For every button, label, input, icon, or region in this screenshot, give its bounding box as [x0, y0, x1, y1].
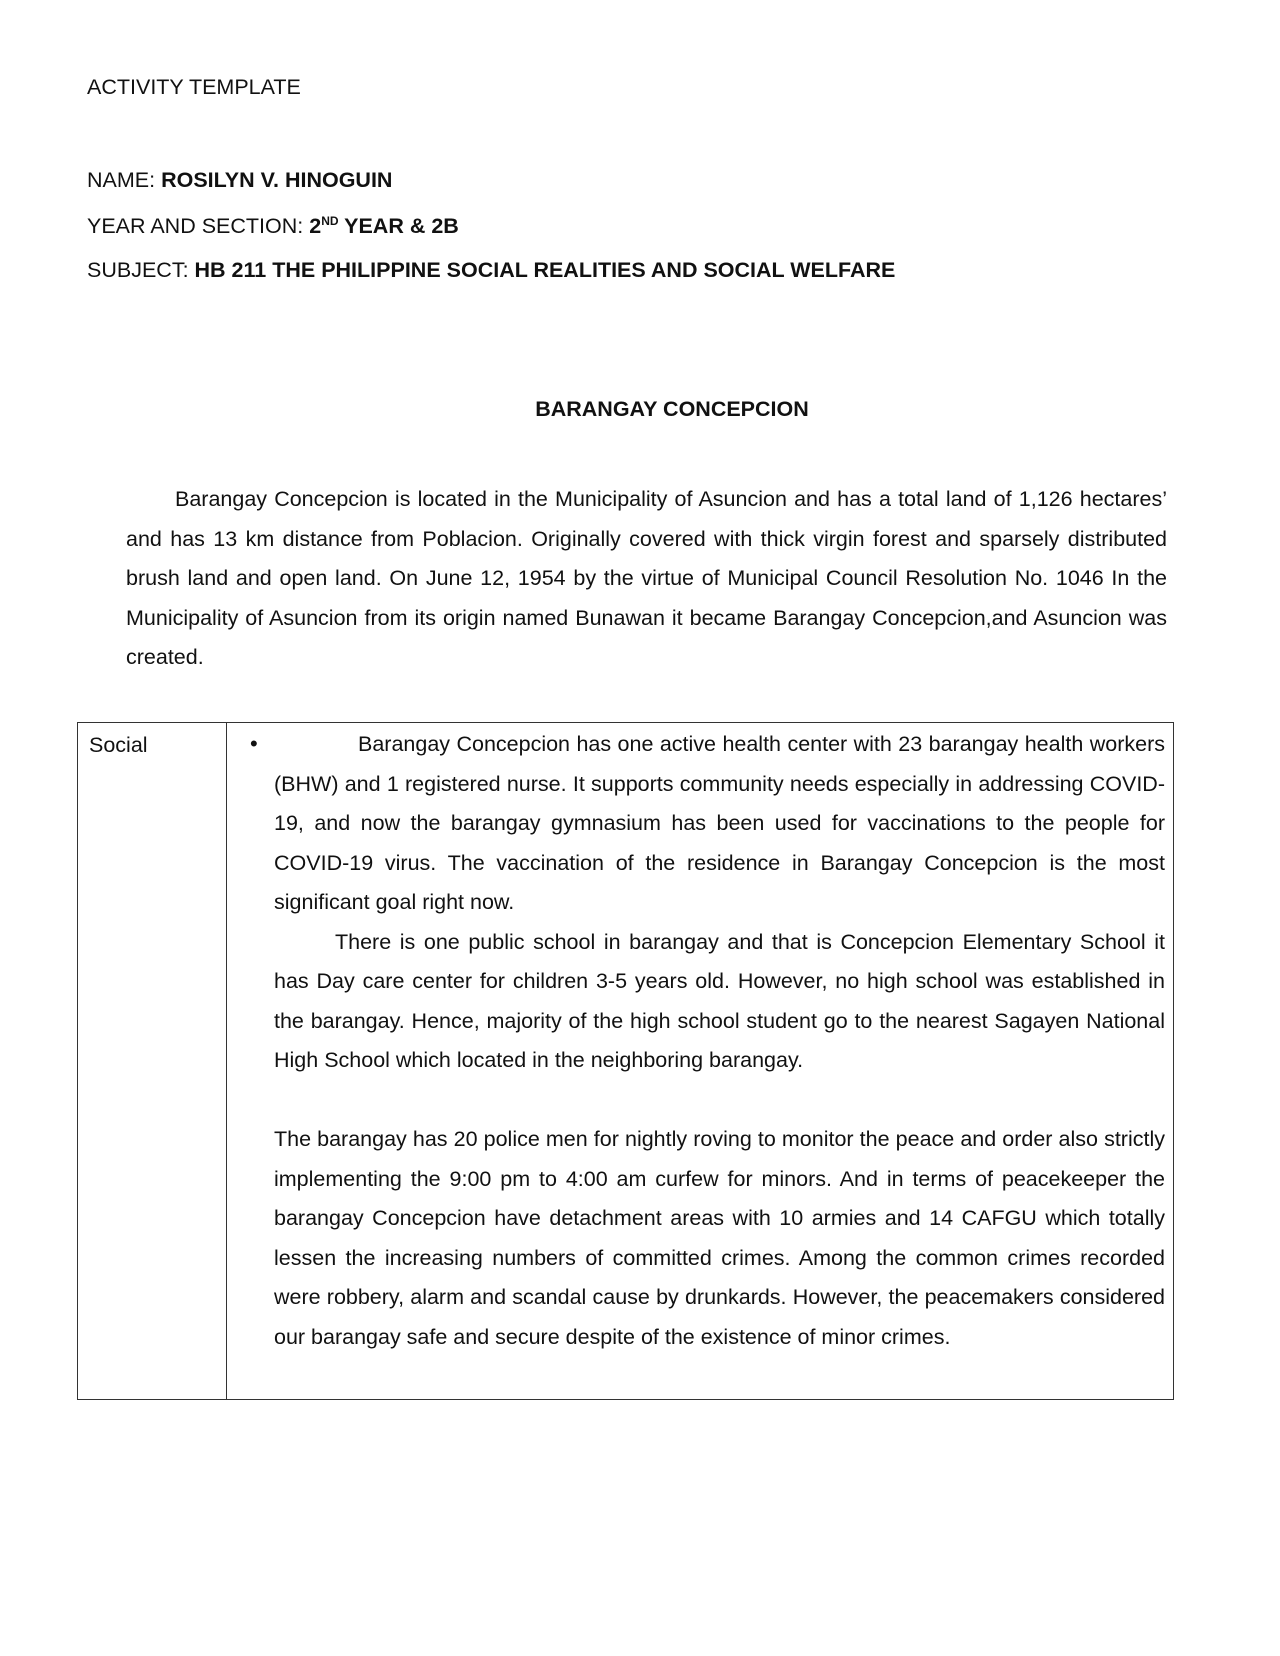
subject-line — [87, 260, 895, 282]
name-label: NAME: — [87, 168, 162, 192]
year-value — [309, 214, 459, 238]
subject-label: SUBJECT: — [87, 258, 195, 282]
activity-title: ACTIVITY TEMPLATE — [87, 75, 301, 99]
peace-order-paragraph: The barangay has 20 police men for nightly roving to monitor the peace and order also strictly implementing the 9:00 pm to 4:00 am curfew for minors. And in terms of peacekeeper the barangay Concepcion have detachment areas with 10 armies and 14 CAFGU which totally lessen the increasing numbers of committed crimes. Among the common crimes recorded were robbery, alarm and scandal cause by drunkards. However, the peacemakers considered our barangay safe and secure despite of the existence of minor crimes. — [274, 1127, 1165, 1349]
subject-value: HB 211 THE PHILIPPINE SOCIAL REALITIES AND SOCIAL WELFARE — [194, 258, 896, 282]
document-heading: BARANGAY CONCEPCION — [535, 397, 809, 421]
year-section-line — [87, 215, 459, 238]
intro-paragraph: Barangay Concepcion is located in the Municipality of Asuncion and has a total land of 1,126 hectares’ and has 13 km distance from Poblacion. Originally covered with thick virgin forest and sparsely distributed brush land and open land. On June 12, 1954 by the virtue of Municipal Council Resolution No. 1046 In the Municipality of Asuncion from its origin named Bunawan it became Barangay Concepcion,and Asuncion was created. — [126, 487, 1167, 669]
name-value: ROSILYN V. HINOGUIN — [161, 168, 393, 192]
year-number: 2 — [309, 214, 322, 238]
column-divider — [226, 723, 227, 1399]
bullet-icon: • — [250, 731, 258, 756]
health-paragraph: Barangay Concepcion has one active health center with 23 barangay health workers (BHW) and 1 registered nurse. It supports community needs especially in addressing COVID-19, and now the barangay gymnasium has been used for vaccinations to the people for COVID-19 virus. The vaccination of the residence in Barangay Concepcion is the most significant goal right now. — [274, 732, 1165, 914]
paragraph-spacer — [274, 1081, 1165, 1121]
category-cell: Social — [89, 733, 148, 757]
name-line — [87, 170, 392, 192]
description-cell — [274, 725, 1165, 1357]
year-suffix: ND — [321, 214, 339, 228]
year-rest: YEAR & 2B — [338, 214, 459, 238]
education-paragraph: There is one public school in barangay and that is Concepcion Elementary School it has Day care center for children 3-5 years old. However, no high school was established in the barangay. Hence, majority of the high school student go to the nearest Sagayen National High School which located in the neighboring barangay. — [274, 929, 1165, 1072]
year-label: YEAR AND SECTION: — [87, 214, 310, 238]
profile-table — [77, 722, 1174, 1400]
